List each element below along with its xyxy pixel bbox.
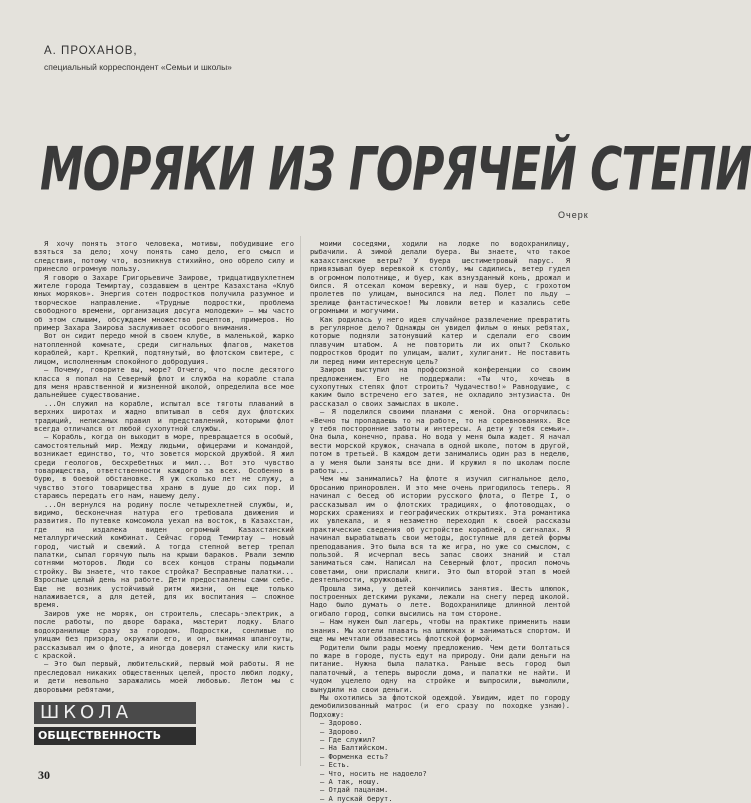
paragraph: Заиров выступил на профсоюзной конференции со своим предложением. Его не поддержали: «Ты что, хочешь в сухопутных степях флот строить? Чудачество!» Равнодушие, с каким было встречено его затея, не охладило энтузиаста. Он рассказал о своих замыслах в школе.	[310, 365, 570, 408]
section-rubric	[34, 702, 196, 750]
author-name: А. ПРОХАНОВ,	[44, 45, 138, 57]
column-divider	[300, 236, 301, 766]
paragraph: Как родилась у него идея случайное развлечение превратить в регулярное дело? Однажды он увидел фильм о юных ребятах, которые подняли затонувший катер и сделали его своим плавучим штабом. А не повторить ли их опыт? Сколько подростков бродит по улицам, шалит, хулиганит. Не поставить ли перед ними интересную цель?	[310, 314, 570, 366]
dialogue-line: — Что, носить не надоело?	[320, 768, 427, 778]
paragraph: Заиров уже не моряк, он строитель, слесарь-электрик, а после работы, по дворе барака, мастерит лодку. Благо водохранилище сразу за городом. Подростки, сонливые по улицам без призора, окружали его, и он, вынимая шпангоуты, рассказывал им о флоте, а иногда доверял стамеску или кисть с краской.	[34, 608, 294, 660]
paragraph: моими соседями, ходили на лодке по водохранилищу, рыбачили. А зимой делали буера. Вы знаете, что такое казахстанские ветры? У буера шестиметровый парус. Я привязывал буер веревкой к столбу, мы садились, ветер гудел в огромном полотнище, и буер, как взнузданный конь, дрожал и бился. Я отсекал комом веревку, и наш буер, с грохотом пролетев по улицам, выносился на лед. Полет по льду — зрелище фантастическое! Мы ловили ветер и казались себе огромными и могучими.	[310, 239, 570, 316]
paragraph: — Я поделился своими планами с женой. Она огорчилась: «Вечно ты пропадаешь то на работе, то на соревнованиях. Все у тебя посторонние заботы и интересы. А дети у тебя семьи». Она была, конечно, права. Но вода у меня была жадет. Я начал вести морской кружок, сначала в одной школе, потом в другой, потом в третьей. В каждом дети занимались один раз в неделю, а у меня были заняты все дни. И кружил я по школам после работы...	[310, 407, 570, 475]
paragraph: ...Он вернулся на родину после четырехлетней службы, и, видимо, бесконечная натура его требовала движения и развития. По путевке комсомола уехал на восток, в Казахстан, где на издалека виден огромный Казахстанский металлургический комбинат. Сейчас город Темиртау — новый город, чистый и свежий. А тогда степной ветер трепал палатки, сыпал горячую пыль на крыши бараков. Рвали землю сотнями моторов. Люди со всех концов страны подымали стройку. Вы знаете, что такое стройка? Бесправные палатки... Взрослые целый день на работе. Дети предоставлены сами себе. Еще не возник устойчивый ритм жизни, он еще только налаживается, а для детей, для их воспитания — сложное время.	[34, 499, 294, 610]
paragraph: Я говорю о Захаре Григорьевиче Заирове, тридцатидвухлетнем жителе города Темиртау, создавшем в центре Казахстана «Клуб юных моряков». Энергия сотен подростков получила разумное и творческое направление. «Трудные подростки, проблема свободного времени, организация досуга молодежи» — мы часто об этом слышим, обсуждаем множество рецептов, примеров. Но пример Захара Заирова заслуживает особого внимания.	[34, 272, 294, 333]
paragraph: — Это был первый, любительский, первый мой работы. Я не преследовал никаких общественных целей, просто любил лодку, и дети невольно заражались моей любовью. Летом мы с дворовыми ребятами,	[34, 659, 294, 694]
author-role: специальный корреспондент «Семьи и школы»	[44, 62, 232, 72]
page-number: 30	[38, 768, 50, 782]
paragraph: Вот он сидит передо мной в своем клубе, в маленькой, жарко натопленной комнате, среди сигнальных флагов, макетов кораблей, карт. Крепкий, подтянутый, во флотском свитере, с лицом, исполненным спокойного добродушия.	[34, 331, 294, 366]
rubric-community: ОБЩЕСТВЕННОСТЬ	[34, 727, 196, 745]
paragraph: Чем мы занимались? На флоте я изучил сигнальное дело, бросанию приноровлен. И это мне очень пригодилось теперь. Я начинал с бесед об истории русского флота, о Петре I, о рассказывал им о флотских традициях, о флотоводцах, о морских сражениях и географических открытиях. Эта романтика их увлекала, и я незаметно переходил к своей рассказы практические сведения об устройстве кораблей, о сигналах. Я начинал вырабатывать свои методы, доступные для детей формы преподавания. Это была вся та же игра, но уже со смыслом, с пользой. Я исчерпал весь запас своих знаний и стал заниматься сам. Написал на Северный флот, просил помочь советами, они прислали книги. Это был второй этап в моей деятельности, кружковый.	[310, 474, 570, 585]
dialogue-line: — А так, ношу.	[320, 777, 380, 786]
left-column	[34, 240, 294, 700]
paragraph: Я хочу понять этого человека, мотивы, побудившие его взяться за дело; хочу понять само дело, его смысл и следствия, потому что, возникнув стихийно, оно обрело силу и принесло огромную пользу.	[34, 239, 294, 274]
paragraph: — Нам нужен был лагерь, чтобы на практике применить наши знания. Мы хотели плавать на шлюпках и заниматься спортом. И еще мы мечтали обзавестись флотской формой.	[310, 617, 570, 644]
dialogue-line: — Где служил?	[320, 734, 376, 744]
right-column	[310, 239, 570, 803]
dialogue-line: — Здорово.	[320, 718, 363, 728]
dialogue-line: — Форменка есть?	[320, 751, 389, 761]
article-genre: Очерк	[558, 210, 589, 220]
paragraph: — Почему, говорите вы, море? Отчего, что после десятого класса я попал на Северный флот и служба на корабле стала для меня нравственной и жизненной школой, определила все мое дальнейшее существование.	[34, 365, 294, 400]
paragraph: Мы охотились за флотской одеждой. Увидим, идет по городу демобилизованный матрос (и его сразу по походке узнаю). Подхожу:	[310, 692, 570, 719]
paragraph: — Корабль, когда он выходит в море, превращается в особый, самостоятельный мир. Между людьми, офицерами и командой, возникает единство, то, что зовется морской дружбой. Я жил среди геологов, бесхребетных и мил... Вот это чувство товарищества, ответственности каждого за всех. Особенно в бурю, в боевой обстановке. Я уж сколько лет не служу, а чувство этого товарищества храню в душе до сих пор. И стараюсь передать его нам, нашему делу.	[34, 432, 294, 501]
dialogue-line: — На Балтийском.	[320, 743, 389, 753]
dialogue-line: — Отдай пацанам.	[320, 785, 389, 795]
dialogue-line: — Есть.	[320, 760, 350, 770]
rubric-school: ШКОЛА	[34, 702, 196, 724]
paragraph: ...Он служил на корабле, испытал все тяготы плаваний в верхних широтах и жадно впитывал в себя дух флотских традиций, неписаных правил и представлений, которыми флот всегда отличался от любой сухопутной службы.	[34, 398, 294, 433]
paragraph: Прошла зима, у детей кончились занятия. Шесть шлюпок, построенных детскими руками, лежали на снегу перед школой. Надо было думать о лете. Водохранилище длинной лентой огибало город, сопки высились на том стороне.	[310, 583, 570, 618]
dialogue-line: — Здорово.	[320, 726, 363, 736]
dialogue-line: — А пускай берут.	[320, 793, 393, 803]
paragraph: Родители были рады моему предложению. Чем дети болтаться по жаре в городе, пусть едут на природу. Они дали деньги на питание. Нужна была палатка. Раньше весь город был палаточный, а теперь выросли дома, и палатки не найти. И чудом уцелело одну на стройке и выпросили, вымолили, вынудили на свои деньги.	[310, 642, 570, 694]
article-title: МОРЯКИ ИЗ ГОРЯЧЕЙ СТЕПИ	[40, 135, 751, 205]
